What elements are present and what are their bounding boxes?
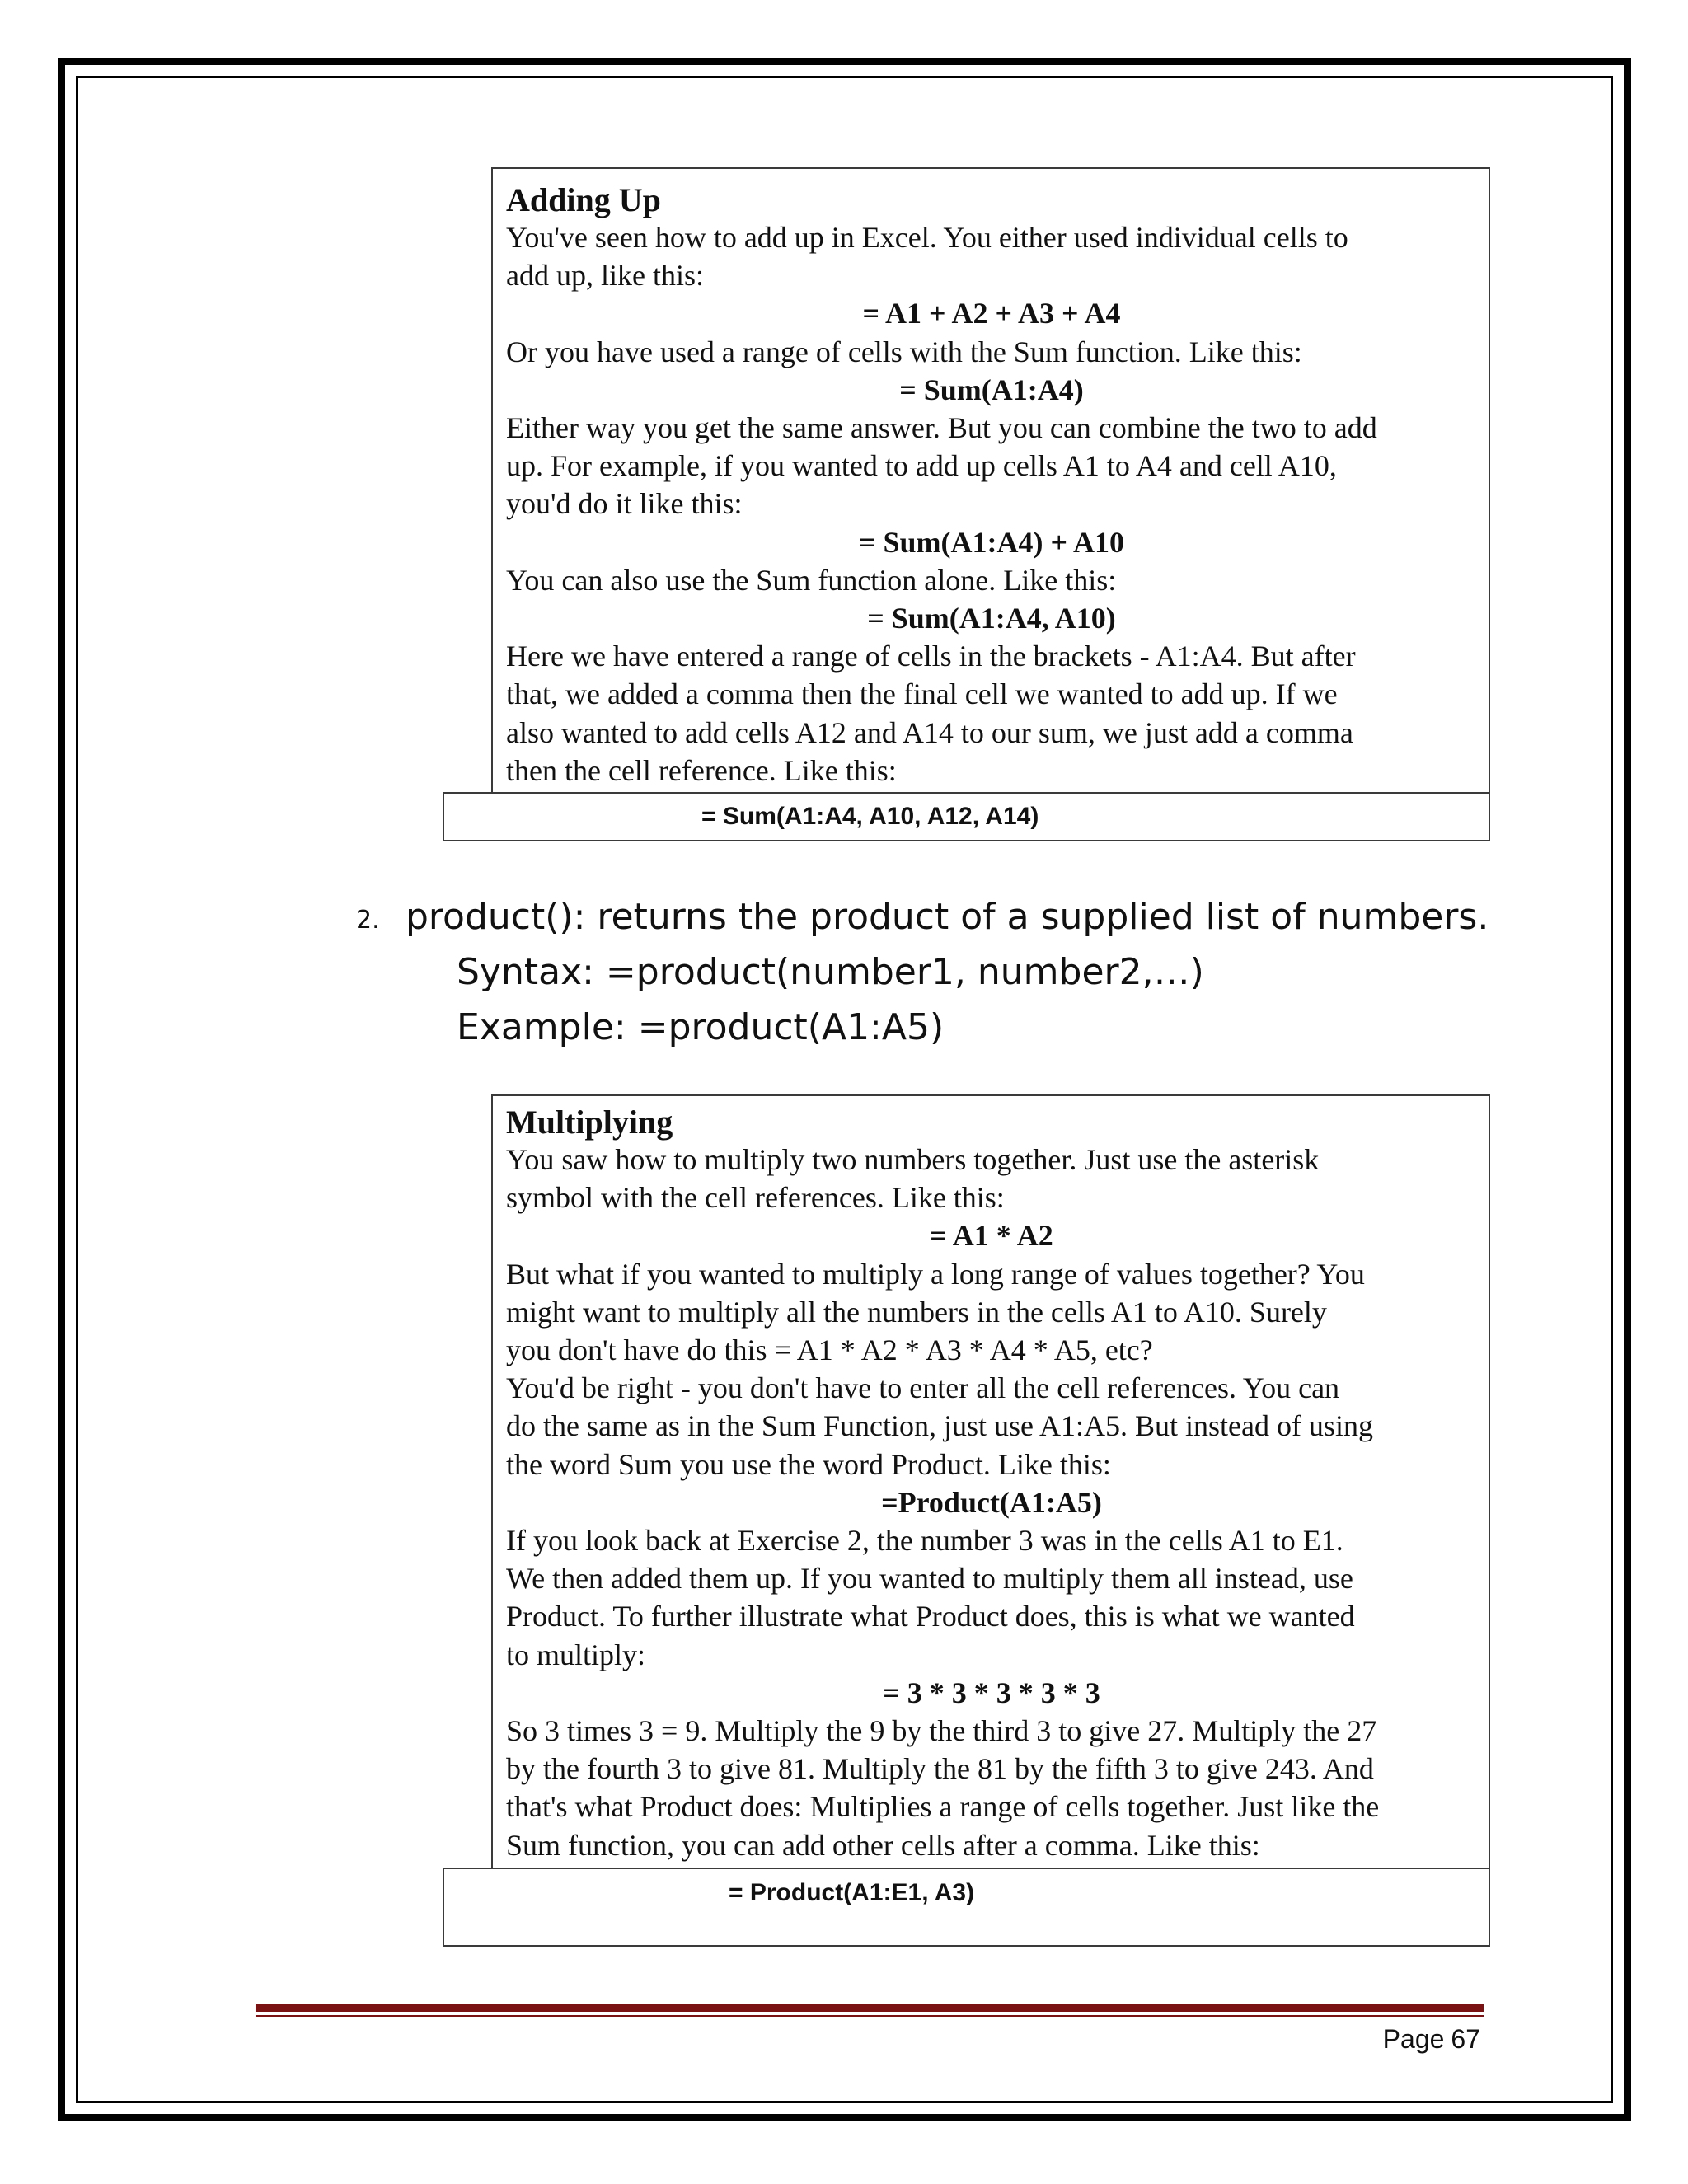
multiplying-title: Multiplying bbox=[506, 1104, 673, 1141]
body-line: also wanted to add cells A12 and A14 to our sum, we just add a comma bbox=[506, 715, 1353, 749]
body-line: Or you have used a range of cells with the Sum function. Like this: bbox=[506, 335, 1302, 368]
body-line: You've seen how to add up in Excel. You either used individual cells to bbox=[506, 221, 1348, 254]
body-line: symbol with the cell references. Like this: bbox=[506, 1181, 1005, 1215]
body-line: Product. To further illustrate what Product does, this is what we wanted bbox=[506, 1600, 1355, 1633]
product-syntax: Syntax: =product(number1, number2,…) bbox=[457, 951, 1204, 993]
body-line: You'd be right - you don't have to enter all the cell references. You can bbox=[506, 1371, 1340, 1405]
formula-line: = Sum(A1:A4) + A10 bbox=[858, 525, 1125, 559]
body-line: add up, like this: bbox=[506, 259, 704, 293]
body-line: that, we added a comma then the final cell we wanted to add up. If we bbox=[506, 677, 1338, 711]
footer-rule-thin bbox=[256, 2015, 1484, 2017]
formula-line: = A1 + A2 + A3 + A4 bbox=[862, 297, 1121, 330]
body-line: that's what Product does: Multiplies a range of cells together. Just like the bbox=[506, 1790, 1380, 1824]
adding-up-body bbox=[506, 218, 1477, 790]
adding-up-title: Adding Up bbox=[506, 181, 661, 218]
body-line: If you look back at Exercise 2, the number 3 was in the cells A1 to E1. bbox=[506, 1524, 1343, 1558]
adding-up-box bbox=[491, 167, 1490, 794]
formula-line: = Sum(A1:A4) bbox=[899, 373, 1084, 406]
page-number bbox=[1383, 2024, 1480, 2055]
page-number-value: 67 bbox=[1451, 2024, 1480, 2054]
product-example: Example: =product(A1:A5) bbox=[457, 1006, 945, 1048]
body-line: Sum function, you can add other cells after a comma. Like this: bbox=[506, 1828, 1260, 1862]
body-line: the word Sum you use the word Product. Like this: bbox=[506, 1447, 1111, 1481]
body-line: do the same as in the Sum Function, just use A1:A5. But instead of using bbox=[506, 1409, 1373, 1443]
body-line: might want to multiply all the numbers in the cells A1 to A10. Surely bbox=[506, 1295, 1327, 1329]
body-line: Here we have entered a range of cells in the brackets - A1:A4. But after bbox=[506, 640, 1356, 673]
list-number: 2. bbox=[356, 906, 380, 935]
formula-line: =Product(A1:A5) bbox=[881, 1485, 1102, 1519]
multiplying-box bbox=[491, 1094, 1490, 1869]
product-heading: product(): returns the product of a supplied list of numbers. bbox=[406, 896, 1489, 938]
body-line: We then added them up. If you wanted to multiply them all instead, use bbox=[506, 1562, 1353, 1596]
body-line: You can also use the Sum function alone. Like this: bbox=[506, 563, 1117, 597]
formula-line: = A1 * A2 bbox=[930, 1219, 1053, 1253]
body-line: Either way you get the same answer. But you can combine the two to add bbox=[506, 411, 1377, 445]
body-line: up. For example, if you wanted to add up cells A1 to A4 and cell A10, bbox=[506, 449, 1337, 483]
sum-formula-strip bbox=[443, 792, 1490, 841]
formula-line: = Sum(A1:A4, A10) bbox=[867, 602, 1116, 635]
body-line: But what if you wanted to multiply a long range of values together? You bbox=[506, 1257, 1365, 1291]
body-line: you don't have do this = A1 * A2 * A3 * A4 * A5, etc? bbox=[506, 1333, 1153, 1367]
body-line: You saw how to multiply two numbers together. Just use the asterisk bbox=[506, 1143, 1320, 1176]
body-line: then the cell reference. Like this: bbox=[506, 753, 897, 787]
footer-rule bbox=[256, 2004, 1484, 2012]
multiplying-body bbox=[506, 1141, 1477, 1864]
product-formula-text: = Product(A1:E1, A3) bbox=[729, 1879, 975, 1906]
formula-line: = 3 * 3 * 3 * 3 * 3 bbox=[883, 1675, 1100, 1709]
product-formula-strip bbox=[443, 1868, 1490, 1947]
body-line: So 3 times 3 = 9. Multiply the 9 by the third 3 to give 27. Multiply the 27 bbox=[506, 1714, 1377, 1748]
body-line: by the fourth 3 to give 81. Multiply the 81 by the fifth 3 to give 243. And bbox=[506, 1752, 1374, 1786]
body-line: you'd do it like this: bbox=[506, 487, 743, 521]
sum-formula-text: = Sum(A1:A4, A10, A12, A14) bbox=[701, 803, 1039, 830]
body-line: to multiply: bbox=[506, 1638, 646, 1671]
page-label: Page bbox=[1382, 2024, 1445, 2054]
